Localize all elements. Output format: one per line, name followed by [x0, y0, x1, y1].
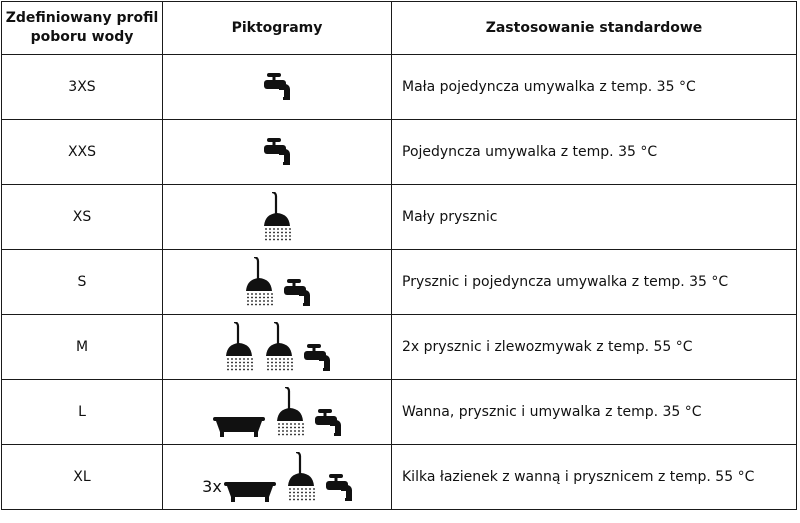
- header-profile: Zdefiniowany profil poboru wody: [2, 2, 163, 55]
- faucet-icon: [326, 474, 352, 502]
- shower-icon: [275, 387, 305, 437]
- shower-icon: [286, 452, 316, 502]
- water-profile-table: [1, 1, 797, 510]
- usage-cell: Mały prysznic: [392, 185, 797, 250]
- table-row: [2, 380, 797, 445]
- profile-cell: M: [2, 315, 163, 380]
- table-row: [2, 445, 797, 510]
- table-row: [2, 185, 797, 250]
- table-row: [2, 120, 797, 185]
- multiplier-label: 3x: [202, 477, 222, 496]
- profile-cell: L: [2, 380, 163, 445]
- header-row: [2, 2, 797, 55]
- pictogram-cell: [163, 445, 392, 510]
- profile-cell: XXS: [2, 120, 163, 185]
- usage-cell: Pojedyncza umywalka z temp. 35 °C: [392, 120, 797, 185]
- usage-cell: Mała pojedyncza umywalka z temp. 35 °C: [392, 55, 797, 120]
- table-row: [2, 55, 797, 120]
- usage-cell: 2x prysznic i zlewozmywak z temp. 55 °C: [392, 315, 797, 380]
- pictogram-cell: [163, 315, 392, 380]
- faucet-icon: [264, 73, 290, 101]
- usage-cell: Kilka łazienek z wanną i prysznicem z temp. 55 °C: [392, 445, 797, 510]
- bathtub-icon: [224, 482, 276, 502]
- header-pictograms: Piktogramy: [163, 2, 392, 55]
- faucet-icon: [264, 138, 290, 166]
- profile-cell: 3XS: [2, 55, 163, 120]
- profile-cell: S: [2, 250, 163, 315]
- shower-icon: [262, 192, 292, 242]
- pictogram-cell: [163, 185, 392, 250]
- pictogram-cell: [163, 380, 392, 445]
- pictogram-cell: [163, 250, 392, 315]
- faucet-icon: [284, 279, 310, 307]
- pictogram-cell: [163, 55, 392, 120]
- profile-cell: XL: [2, 445, 163, 510]
- shower-icon: [224, 322, 254, 372]
- table-row: [2, 250, 797, 315]
- shower-icon: [244, 257, 274, 307]
- pictogram-cell: [163, 120, 392, 185]
- faucet-icon: [315, 409, 341, 437]
- bathtub-icon: [213, 417, 265, 437]
- shower-icon: [264, 322, 294, 372]
- profile-cell: XS: [2, 185, 163, 250]
- table-row: [2, 315, 797, 380]
- header-usage: Zastosowanie standardowe: [392, 2, 797, 55]
- usage-cell: Wanna, prysznic i umywalka z temp. 35 °C: [392, 380, 797, 445]
- usage-cell: Prysznic i pojedyncza umywalka z temp. 35 °C: [392, 250, 797, 315]
- faucet-icon: [304, 344, 330, 372]
